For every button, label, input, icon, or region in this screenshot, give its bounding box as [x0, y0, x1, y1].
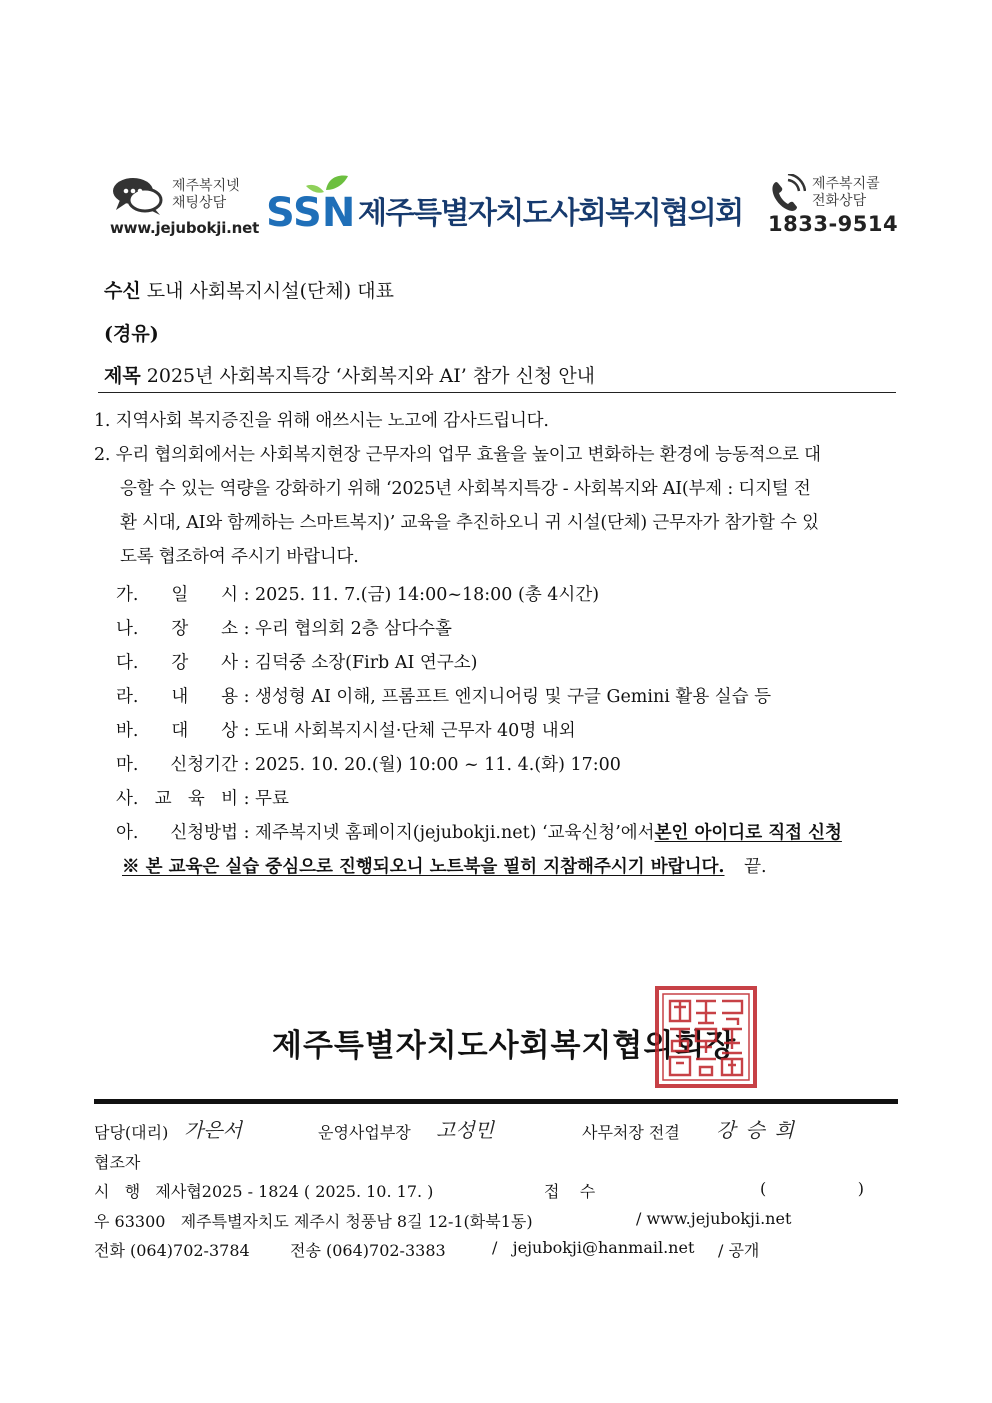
recipient-value: 도내 사회복지시설(단체) 대표 — [146, 280, 394, 302]
official-seal-stamp — [654, 985, 758, 1089]
email-line[interactable]: / jejubokji@hanmail.net — [492, 1238, 695, 1257]
detail-item — [116, 581, 599, 606]
staff-label: 담당(대리) — [94, 1123, 169, 1142]
disclosure-status: / 공개 — [718, 1241, 760, 1260]
detail-item — [116, 751, 621, 776]
detail-item — [116, 649, 477, 674]
detail-label: 라. 내 용 — [116, 687, 238, 707]
detail-item — [116, 717, 576, 742]
paragraph-2-line-3: 환 시대, AI와 함께하는 스마트복지)’ 교육을 추진하오니 귀 시설(단체) 근무자가 참가할 수 있 — [120, 513, 819, 533]
detail-value: : 2025. 11. 7.(금) 14:00~18:00 (총 4시간) — [243, 585, 600, 605]
subject-value: 2025년 사회복지특강 ‘사회복지와 AI’ 참가 신청 안내 — [146, 365, 596, 387]
footer-website[interactable]: / www.jejubokji.net — [636, 1209, 792, 1228]
director-label: 사무처장 전결 — [582, 1123, 680, 1142]
issuer-title: 제주특별자치도사회복지협의회장 — [272, 1028, 737, 1064]
org-title: 제주특별자치도사회복지협의회 — [358, 196, 743, 231]
via-line — [104, 319, 159, 346]
detail-label: 마. 신청기간 — [116, 755, 238, 775]
chat-line-2: 채팅상담 — [172, 195, 227, 211]
apply-method-label: 아. 신청방법 — [116, 823, 238, 843]
fax-line: 전송 (064)702-3383 — [290, 1241, 446, 1260]
call-consult-label — [812, 176, 880, 210]
call-line-2: 전화상담 — [812, 193, 867, 209]
detail-value: : 2025. 10. 20.(월) 10:00 ~ 11. 4.(화) 17:00 — [243, 755, 621, 775]
apply-method-value: : 제주복지넷 홈페이지(jejubokji.net) ‘교육신청’에서 — [243, 823, 655, 843]
paragraph-2-line-1: 2. 우리 협의회에서는 사회복지현장 근무자의 업무 효율을 높이고 변화하는 환경에 능동적으로 대 — [94, 445, 821, 465]
detail-item — [116, 683, 771, 708]
paragraph-1: 1. 지역사회 복지증진을 위해 애쓰시는 노고에 감사드립니다. — [94, 411, 549, 431]
detail-label: 바. 대 상 — [116, 721, 238, 741]
subject-label: 제목 — [104, 365, 141, 387]
subject-line — [104, 361, 595, 388]
detail-label: 가. 일 시 — [116, 585, 238, 605]
signature-divider — [94, 1099, 898, 1104]
staff-signature: 가은서 — [184, 1118, 242, 1142]
chat-line-1: 제주복지넷 — [172, 178, 240, 194]
detail-label: 나. 장 소 — [116, 619, 238, 639]
postal-address: 우 63300 제주특별자치도 제주시 청풍남 8길 12-1(화북1동) — [94, 1212, 533, 1231]
detail-value: : 우리 협의회 2층 삼다수홀 — [243, 619, 452, 639]
detail-label: 다. 강 사 — [116, 653, 238, 673]
chat-consult-label — [172, 178, 240, 212]
manager-label: 운영사업부장 — [318, 1123, 411, 1142]
notice-line — [122, 853, 767, 878]
detail-item — [116, 785, 289, 810]
execution-number: 시 행 제사협2025 - 1824 ( 2025. 10. 17. ) — [94, 1182, 434, 1201]
phone-icon — [766, 174, 806, 214]
manager-signature: 고성민 — [436, 1118, 494, 1142]
ssn-logo-text: SSN — [266, 190, 356, 230]
website-url[interactable]: www.jejubokji.net — [110, 219, 260, 237]
recipient-label: 수신 — [104, 280, 141, 302]
paragraph-2-line-4: 도록 협조하여 주시기 바랍니다. — [120, 547, 359, 567]
detail-label: 사. 교 육 비 — [116, 789, 238, 809]
ssn-logo — [266, 172, 358, 230]
chat-bubble-icon — [112, 176, 164, 216]
cooperator-label: 협조자 — [94, 1153, 141, 1172]
detail-value: : 도내 사회복지시설·단체 근무자 40명 내외 — [243, 721, 576, 741]
apply-method-emphasis: 본인 아이디로 직접 신청 — [654, 823, 842, 843]
phone-line: 전화 (064)702-3784 — [94, 1241, 250, 1260]
detail-value: : 생성형 AI 이해, 프롬프트 엔지니어링 및 구글 Gemini 활용 실습 등 — [243, 687, 772, 707]
paragraph-2-line-2: 응할 수 있는 역량을 강화하기 위해 ‘2025년 사회복지특강 - 사회복지와 AI(부제 : 디지털 전 — [120, 479, 811, 499]
detail-value: : 김덕중 소장(Firb AI 연구소) — [243, 653, 478, 673]
phone-number[interactable]: 1833-9514 — [768, 212, 899, 236]
subject-divider — [98, 392, 896, 393]
receipt-label: 접 수 — [544, 1182, 596, 1201]
receipt-value: ( ) — [760, 1179, 865, 1198]
via-label: (경유) — [104, 323, 159, 345]
apply-method-item — [116, 819, 842, 844]
call-line-1: 제주복지콜 — [812, 176, 880, 192]
detail-value: : 무료 — [243, 789, 289, 809]
end-mark: 끝. — [744, 857, 767, 877]
detail-item — [116, 615, 452, 640]
laptop-notice: ※ 본 교육은 실습 중심으로 진행되오니 노트북을 필히 지참해주시기 바랍니다. — [122, 857, 725, 877]
recipient-line — [104, 276, 394, 303]
director-signature: 강승희 — [716, 1118, 804, 1142]
